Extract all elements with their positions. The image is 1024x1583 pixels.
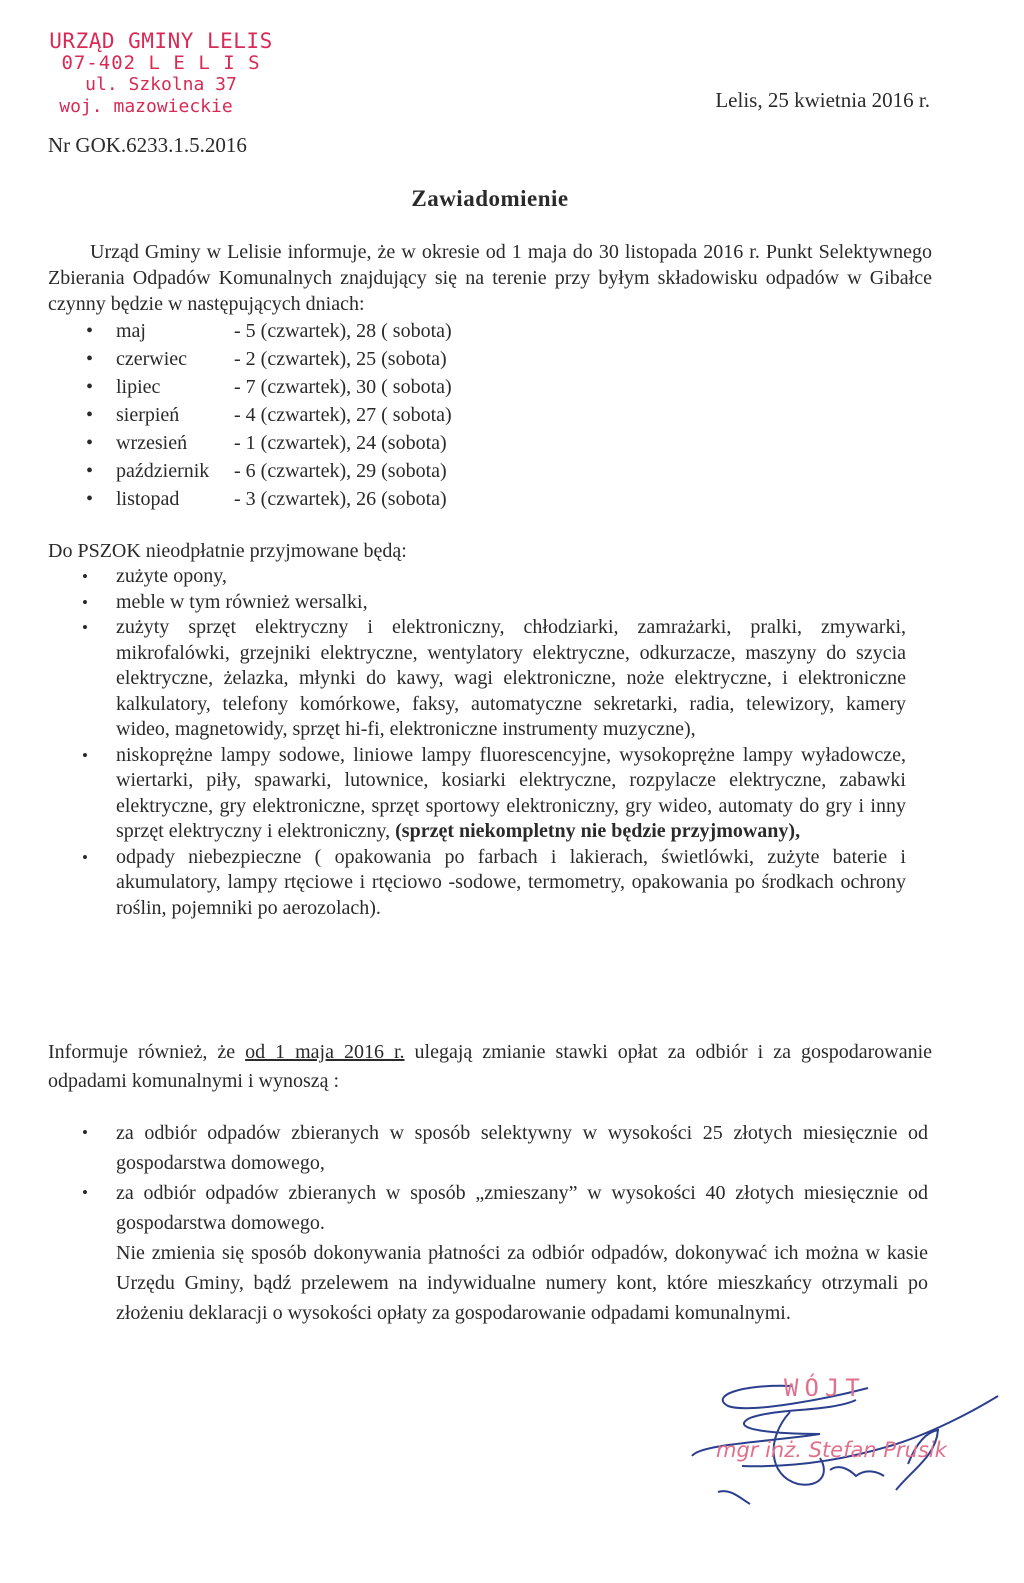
schedule-month: czerwiec [116,348,188,370]
document-date: Lelis, 25 kwietnia 2016 r. [715,88,930,112]
signature-stroke [718,1491,750,1504]
schedule-month: maj [116,320,146,342]
incomplete-equipment-warning: (sprzęt niekompletny nie będzie przyjmowany), [395,820,801,842]
accepted-item-text: odpady niebezpieczne ( opakowania po farbach i lakierach, świetlówki, zużyte baterie i akumulatory, lampy rtęciowe i rtęciowo -sodowe, termometry, opakowania po środkach ochrony roślin, pojemniki po aerozolach). [116,845,906,919]
accepted-item-text: zużyty sprzęt elektryczny i elektroniczny, chłodziarki, zamrażarki, pralki, zmywarki, mikrofalówki, grzejniki elektryczne, wentylatory elektryczne, odkurzacze, maszyny do szycia elektryczne, żelazka, młynki do kawy, wagi elektroniczne, noże elektryczne, i elektroniczne kalkulatory, telefony komórkowe, faksy, automatyczne sekretarki, radia, telewizory, kamery wideo, magnetowidy, sprzęt hi-fi, elektroniczne instrumenty muzyczne), [116,616,906,740]
schedule-days: - 1 (czwartek), 24 (sobota) [234,432,447,454]
fees-intro-paragraph [48,1038,932,1096]
stamp-voivodeship: woj. mazowieckie [59,96,233,117]
signature-stroke [830,1467,884,1476]
stamp-office-name: URZĄD GMINY LELIS [49,29,273,53]
intro-paragraph [48,239,932,317]
stamp-postal-code: 07-402 L E L I S [61,52,261,74]
schedule-month: październik [116,460,210,482]
schedule-days: - 7 (czwartek), 30 ( sobota) [234,376,452,398]
accepted-item [80,743,906,845]
reference-number: Nr GOK.6233.1.5.2016 [48,133,247,157]
accepted-item [80,590,906,616]
schedule-item [86,401,452,429]
accepted-item [80,845,906,922]
payment-note: Nie zmienia się sposób dokonywania płatności za odbiór odpadów, dokonywać ich można w kasie Urzędu Gminy, bądź przelewem na indywidualne numery kont, które mieszkańcy otrzymali po złożeniu deklaracji o wysokości opłaty za gospodarowanie odpadami komunalnymi. [116,1242,928,1324]
fees-intro-text-continued: ulegają zmianie stawki opłat za odbiór i za gospodarowanie odpadami komunalnymi i wynoszą : [48,1041,933,1092]
intro-text: Urząd Gminy w Lelisie informuje, że w okresie od 1 maja do 30 listopada 2016 r. Punkt Selektywnego Zbierania Odpadów Komunalnych znajdujący się na terenie przy byłym składowisku odpadów w Gibałce czynny będzie w następujących dniach: [48,241,932,315]
schedule-month: lipiec [116,376,161,398]
accepted-items-list [80,564,906,921]
schedule-item [86,485,452,513]
schedule-days: - 3 (czwartek), 26 (sobota) [234,488,447,510]
schedule-item [86,373,452,401]
fee-rates-list [80,1118,928,1328]
schedule-item [86,317,452,345]
accepted-item-text: meble w tym również wersalki, [116,590,368,613]
schedule-days: - 5 (czwartek), 28 ( sobota) [234,320,452,342]
accepted-item-text: zużyte opony, [116,565,227,587]
accepted-items-heading: Do PSZOK nieodpłatnie przyjmowane będą: [48,540,407,562]
fee-rate-item [80,1118,928,1178]
accepted-item-text: niskoprężne lampy sodowe, liniowe lampy fluorescencyjne, wysokoprężne lampy wyładowcze, wiertarki, piły, spawarki, lutownice, kosiarki elektryczne, rozpylacze elektryczne, zabawki elektryczne, gry elektroniczne, sprzęt sportowy elektroniczny, gry wideo, automaty do gry i inny sprzęt elektryczny i elektroniczny, [116,743,906,842]
signature-stamp-title: WÓJT [784,1374,866,1402]
office-stamp [36,30,286,118]
opening-schedule [86,317,452,513]
fee-rate-selective: za odbiór odpadów zbieranych w sposób selektywny w wysokości 25 złotych miesięcznie od gospodarstwa domowego, [116,1122,928,1174]
schedule-item [86,345,452,373]
accepted-item [80,564,906,590]
fees-effective-date: od 1 maja 2016 r. [245,1041,405,1063]
fee-rate-mixed: za odbiór odpadów zbieranych w sposób „zmieszany” w wysokości 40 złotych miesięcznie od gospodarstwa domowego. [116,1182,928,1234]
schedule-month: wrzesień [116,432,188,454]
schedule-days: - 2 (czwartek), 25 (sobota) [234,348,447,370]
schedule-item [86,429,452,457]
schedule-month: listopad [116,488,180,510]
schedule-days: - 4 (czwartek), 27 ( sobota) [234,404,452,426]
schedule-days: - 6 (czwartek), 29 (sobota) [234,460,447,482]
schedule-month: sierpień [116,404,180,426]
fees-intro-text: Informuje również, że [48,1041,236,1063]
fee-rate-item [80,1178,928,1238]
stamp-street: ul. Szkolna 37 [85,74,237,95]
document-title: Zawiadomienie [411,186,569,211]
signature-stamp-name: mgr inż. Stefan Prusik [716,1438,947,1462]
schedule-item [86,457,452,485]
accepted-item [80,615,906,743]
